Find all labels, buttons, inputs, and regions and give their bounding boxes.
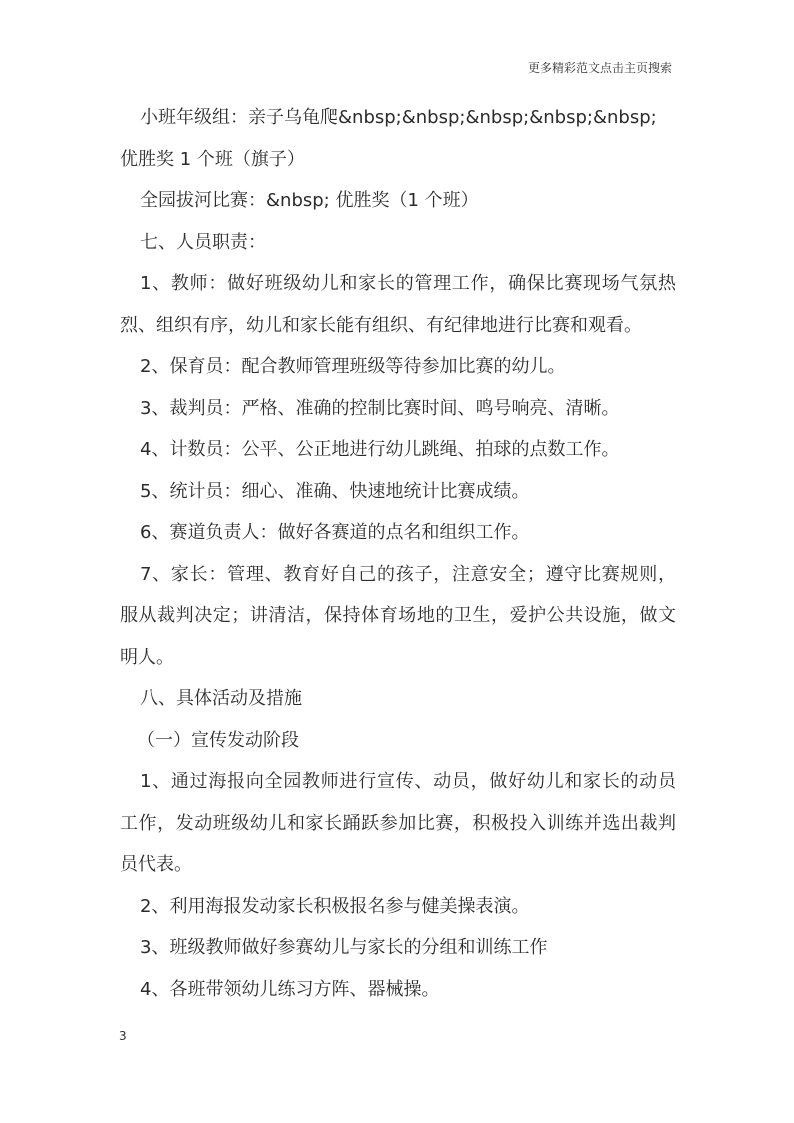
text-line: 工作，发动班级幼儿和家长踊跃参加比赛，积极投入训练并选出裁判 [120,812,676,834]
text-line: 1、教师：做好班级幼儿和家长的管理工作，确保比赛现场气氛热 [140,273,676,294]
text-line: 明人。 [120,646,174,668]
text-line: 2、保育员：配合教师管理班级等待参加比赛的幼儿。 [140,356,566,377]
text-line: 6、赛道负责人：做好各赛道的点名和组织工作。 [140,522,530,543]
text-line: 员代表。 [120,854,192,875]
text-line: 4、计数员：公平、公正地进行幼儿跳绳、拍球的点数工作。 [140,439,620,460]
section-heading: 七、人员职责： [140,231,266,253]
text-line: 1、通过海报向全园教师进行宣传、动员，做好幼儿和家长的动员 [140,771,676,792]
text-line: 3、裁判员：严格、准确的控制比赛时间、鸣号响亮、清晰。 [140,397,620,419]
text-line: 5、统计员：细心、准确、快速地统计比赛成绩。 [140,480,530,502]
award-line: 全园拔河比赛：&nbsp; 优胜奖（1 个班） [140,190,479,211]
award-line: 优胜奖 1 个班（旗子） [120,148,305,170]
award-line: 小班年级组：亲子乌龟爬&nbsp;&nbsp;&nbsp;&nbsp;&nbsp; [140,107,657,128]
header-note: 更多精彩范文点击主页搜索 [527,61,672,75]
page-number: 3 [119,1029,127,1043]
document-body [120,97,676,1010]
text-line: 2、利用海报发动家长积极报名参与健美操表演。 [140,895,530,917]
text-line: 7、家长：管理、教育好自己的孩子，注意安全；遵守比赛规则， [140,563,676,585]
section-heading: 八、具体活动及措施 [140,688,302,709]
text-line: 烈、组织有序，幼儿和家长能有组织、有纪律地进行比赛和观看。 [120,314,642,336]
text-line: 服从裁判决定；讲清洁，保持体育场地的卫生，爱护公共设施，做文 [120,605,676,626]
text-line: 3、班级教师做好参赛幼儿与家长的分组和训练工作 [140,937,548,958]
text-line: 4、各班带领幼儿练习方阵、器械操。 [140,978,440,1000]
subsection-heading: （一）宣传发动阶段 [137,729,299,751]
